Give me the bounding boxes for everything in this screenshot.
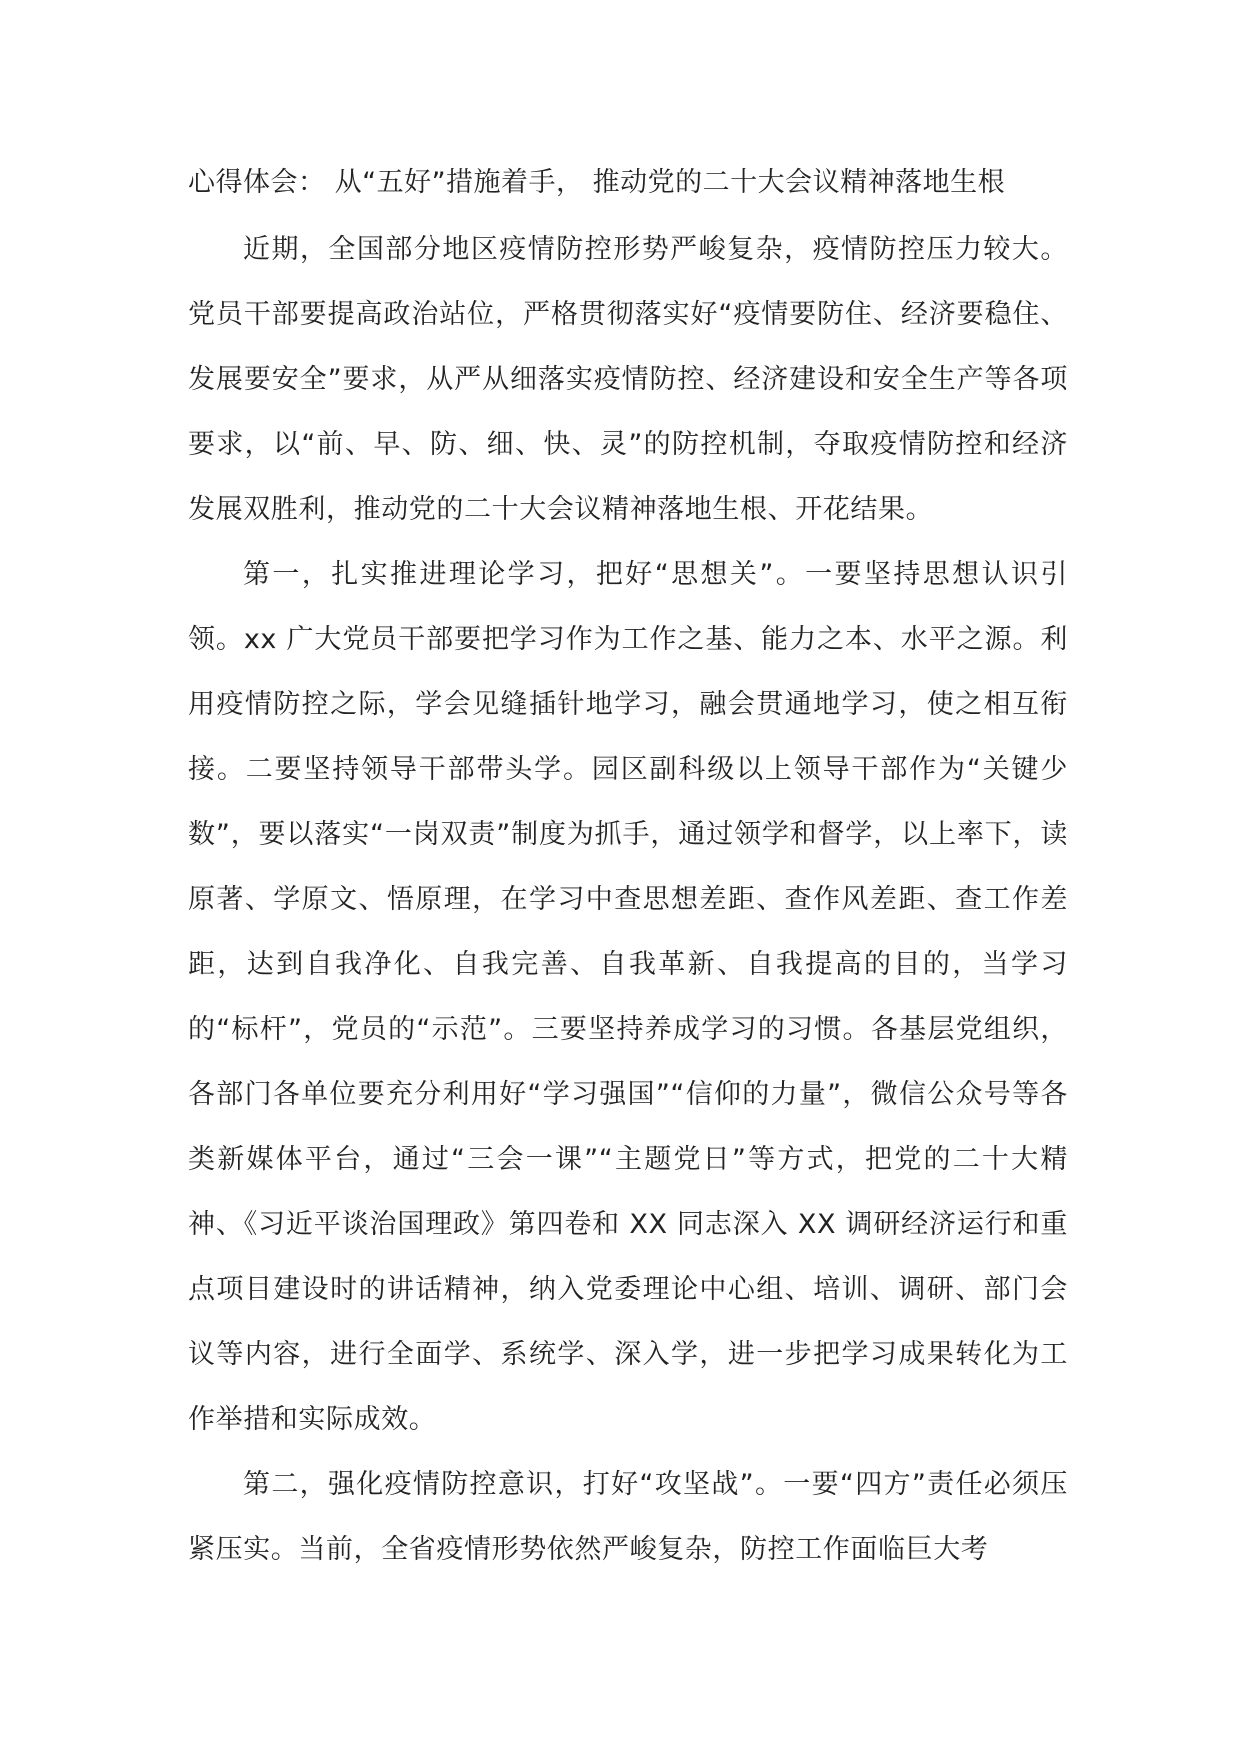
paragraph-first-point: 第一，扎实推进理论学习，把好“思想关”。一要坚持思想认识引领。xx 广大党员干部要把学习作为工作之基、能力之本、水平之源。利用疫情防控之际，学会见缝插针地学习，融会贯通地学习，使之相互衔接。二要坚持领导干部带头学。园区副科级以上领导干部作为“关键少数”，要以落实“一岗双责”制度为抓手，通过领学和督学，以上率下，读原著、学原文、悟原理，在学习中查思想差距、查作风差距、查工作差距，达到自我净化、自我完善、自我革新、自我提高的目的，当学习的“标杆”，党员的“示范”。三要坚持养成学习的习惯。各基层党组织，各部门各单位要充分利用好“学习强国”“信仰的力量”，微信公众号等各类新媒体平台，通过“三会一课”“主题党日”等方式，把党的二十大精神、《习近平谈治国理政》第四卷和 XX 同志深入 XX 调研经济运行和重点项目建设时的讲话精神，纳入党委理论中心组、培训、调研、部门会议等内容，进行全面学、系统学、深入学，进一步把学习成果转化为工作举措和实际成效。	[188, 559, 1068, 1435]
document-body	[188, 163, 1068, 1582]
paragraph-intro: 近期，全国部分地区疫情防控形势严峻复杂，疫情防控压力较大。党员干部要提高政治站位，严格贯彻落实好“疫情要防住、经济要稳住、发展要安全”要求，从严从细落实疫情防控、经济建设和安全生产等各项要求，以“前、早、防、细、快、灵”的防控机制，夺取疫情防控和经济发展双胜利，推动党的二十大会议精神落地生根、开花结果。	[188, 234, 1068, 525]
paragraph-second-point: 第二，强化疫情防控意识，打好“攻坚战”。一要“四方”责任必须压紧压实。当前，全省疫情形势依然严峻复杂，防控工作面临巨大考	[188, 1469, 1068, 1565]
document-title: 心得体会： 从“五好”措施着手， 推动党的二十大会议精神落地生根	[188, 167, 1006, 198]
